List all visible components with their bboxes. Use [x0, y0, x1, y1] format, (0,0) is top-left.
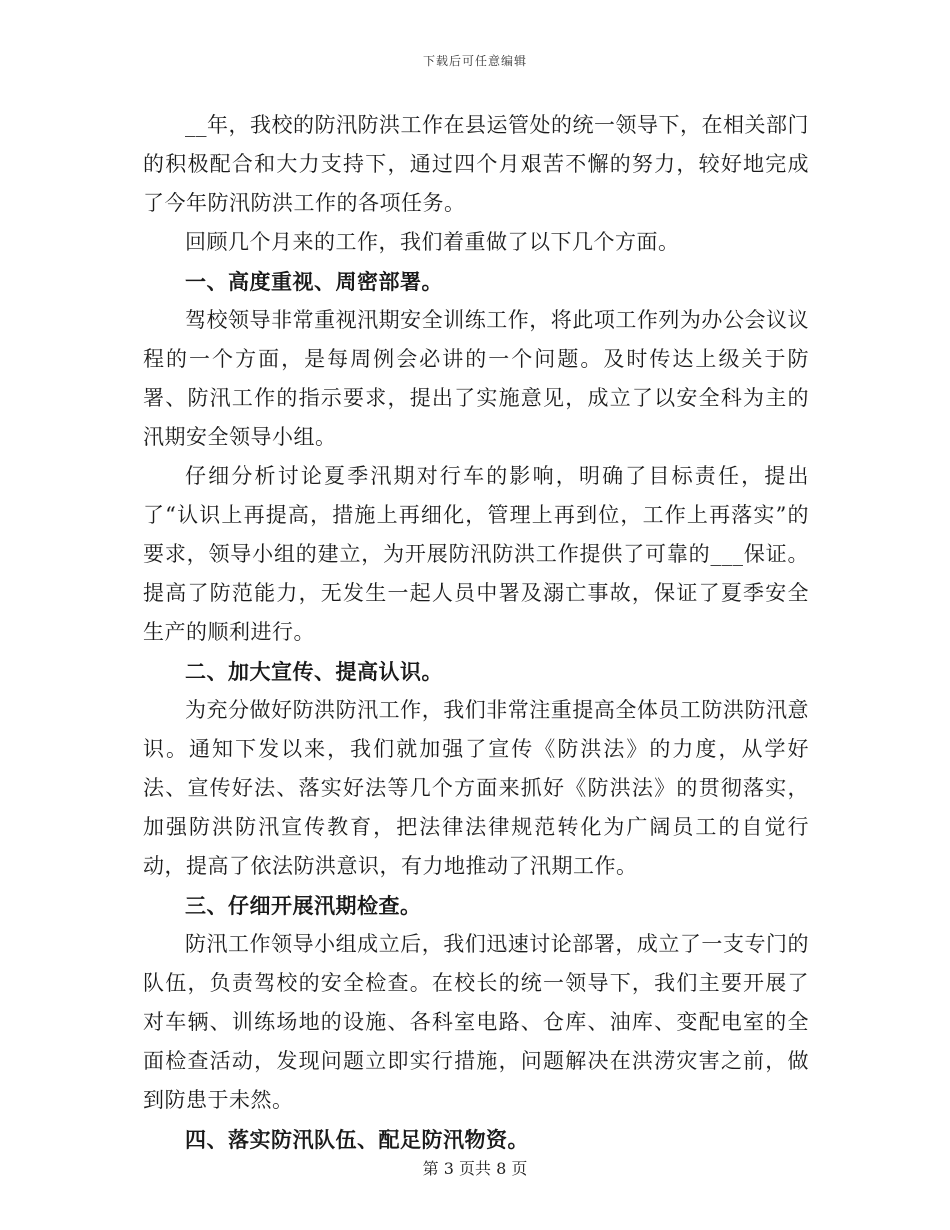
- paragraph-section-1b: 仔细分析讨论夏季汛期对行车的影响，明确了目标责任，提出了“认识上再提高，措施上再细化，管理上再到位，工作上再落实”的要求，领导小组的建立，为开展防汛防洪工作提供了可靠的___保证。提高了防范能力，无发生一起人员中署及溺亡事故，保证了夏季安全生产的顺利进行。: [143, 464, 809, 644]
- page-number: 第 3 页共 8 页: [422, 1159, 528, 1178]
- section-heading-3: 三、仔细开展汛期检查。: [185, 893, 422, 918]
- section-heading-4: 四、落实防汛队伍、配足防汛物资。: [185, 1127, 529, 1152]
- paragraph-section-3: 防汛工作领导小组成立后，我们迅速讨论部署，成立了一支专门的队伍，负责驾校的安全检查。在校长的统一领导下，我们主要开展了对车辆、训练场地的设施、各科室电路、仓库、油库、变配电室的全面检查活动，发现问题立即实行措施，问题解决在洪涝灾害之前，做到防患于未然。: [143, 932, 809, 1112]
- document-body: [143, 106, 809, 1159]
- paragraph-section-2: 为充分做好防洪防汛工作，我们非常注重提高全体员工防洪防汛意识。通知下发以来，我们就加强了宣传《防洪法》的力度，从学好法、宣传好法、落实好法等几个方面来抓好《防洪法》的贯彻落实，加强防洪防汛宣传教育，把法律法律规范转化为广阔员工的自觉行动，提高了依法防洪意识，有力地推动了汛期工作。: [143, 698, 809, 878]
- paragraph-review: 回顾几个月来的工作，我们着重做了以下几个方面。: [185, 230, 680, 254]
- page-header: 下载后可任意编辑: [422, 54, 527, 68]
- section-heading-2: 二、加大宣传、提高认识。: [185, 659, 443, 684]
- paragraph-intro: __年，我校的防汛防洪工作在县运管处的统一领导下，在相关部门的积极配合和大力支持下，通过四个月艰苦不懈的努力，较好地完成了今年防汛防洪工作的各项任务。: [143, 113, 809, 215]
- paragraph-section-1a: 驾校领导非常重视汛期安全训练工作，将此项工作列为办公会议议程的一个方面，是每周例会必讲的一个问题。及时传达上级关于防署、防汛工作的指示要求，提出了实施意见，成立了以安全科为主的汛期安全领导小组。: [143, 308, 809, 449]
- section-heading-1: 一、高度重视、周密部署。: [185, 269, 443, 294]
